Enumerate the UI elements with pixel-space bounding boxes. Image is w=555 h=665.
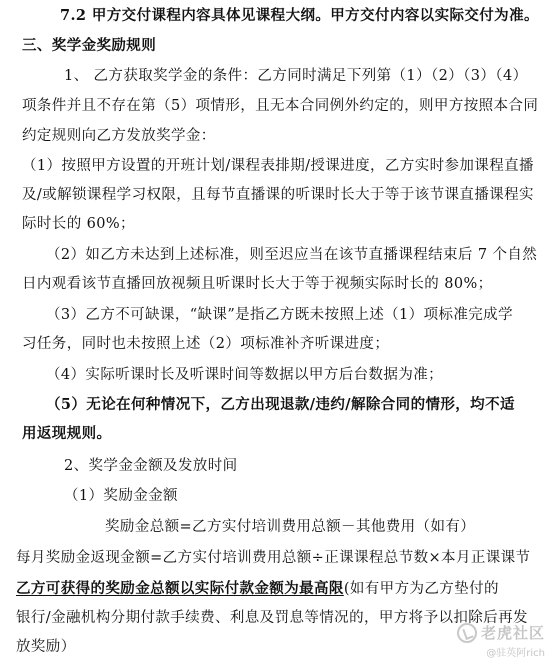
paragraph-line: 1、 乙方获取奖学金的条件：乙方同时满足下列第（1）（2）（3）（4） — [64, 68, 528, 84]
clause-3-line: 习任务，同时也未按照上述（2）项标准补齐听课进度； — [22, 336, 390, 352]
limit-tail: (如有甲方为乙方垫付的 — [343, 581, 499, 597]
limit-line: 放奖励） — [16, 639, 76, 655]
section-7-2: 7.2 甲方交付课程内容具体见课程大纲。甲方交付内容以实际交付为准。 — [60, 7, 539, 24]
clause-4-line: （4）实际听课时长及听课时间等数据以甲方后台数据为准； — [46, 367, 444, 383]
formula-total: 奖励金总额=乙方实付培训费用总额－其他费用（如有） — [105, 519, 476, 535]
limit-line: 银行/金融机构分期付款手续费、利息及罚息等情况的，甲方将予以扣除后再发 — [16, 610, 528, 626]
clause-5-line: （5）无论在何种情况下，乙方出现退款/违约/解除合同的情形，均不适 — [46, 396, 515, 413]
limit-emphasis: 乙方可获得的奖励金总额以实际付款金额为最高限 — [16, 580, 344, 597]
watermark-name: 老虎社区 — [480, 624, 545, 642]
clause-1-line: 际时长的 60%； — [22, 216, 135, 232]
clause-5-line: 用返现规则。 — [22, 425, 112, 442]
watermark — [457, 622, 545, 659]
clause-1-line: （1）按照甲方设置的开班计划/课程表排期/授课进度，乙方实时参加课程直播 — [22, 158, 534, 174]
paragraph-line: 项条件并且不存在第（5）项情形，且无本合同例外约定的，则甲方按照本合同 — [22, 98, 539, 114]
paragraph-line: 约定规则向乙方发放奖学金： — [22, 128, 216, 144]
clause-2-line: （2）如乙方未达到上述标准，则至迟应当在该节直播课程结束后 7 个自然 — [46, 247, 538, 263]
limit-line — [16, 580, 499, 598]
formula-monthly: 每月奖励金返现金额=乙方实付培训费用总额÷正课课程总节数×本月正课课节 — [16, 550, 531, 566]
section-2-heading: 2、奖学金金额及发放时间 — [64, 458, 238, 474]
tiger-logo-icon — [457, 623, 477, 643]
clause-3-line: （3）乙方不可缺课，“缺课”是指乙方既未按照上述（1）项标准完成学 — [46, 307, 513, 323]
watermark-user: @驻英阿rich — [486, 648, 545, 659]
section-3-heading: 三、奖学金奖励规则 — [22, 37, 157, 54]
clause-2-line: 日内观看该节直播回放视频且听课时长大于等于视频实际时长的 80%； — [22, 276, 493, 292]
clause-1-line: 及/或解锁课程学习权限，且每节直播课的听课时长大于等于该节课直播课程实 — [22, 187, 534, 203]
subsection-1-heading: （1）奖励金金额 — [64, 488, 178, 504]
